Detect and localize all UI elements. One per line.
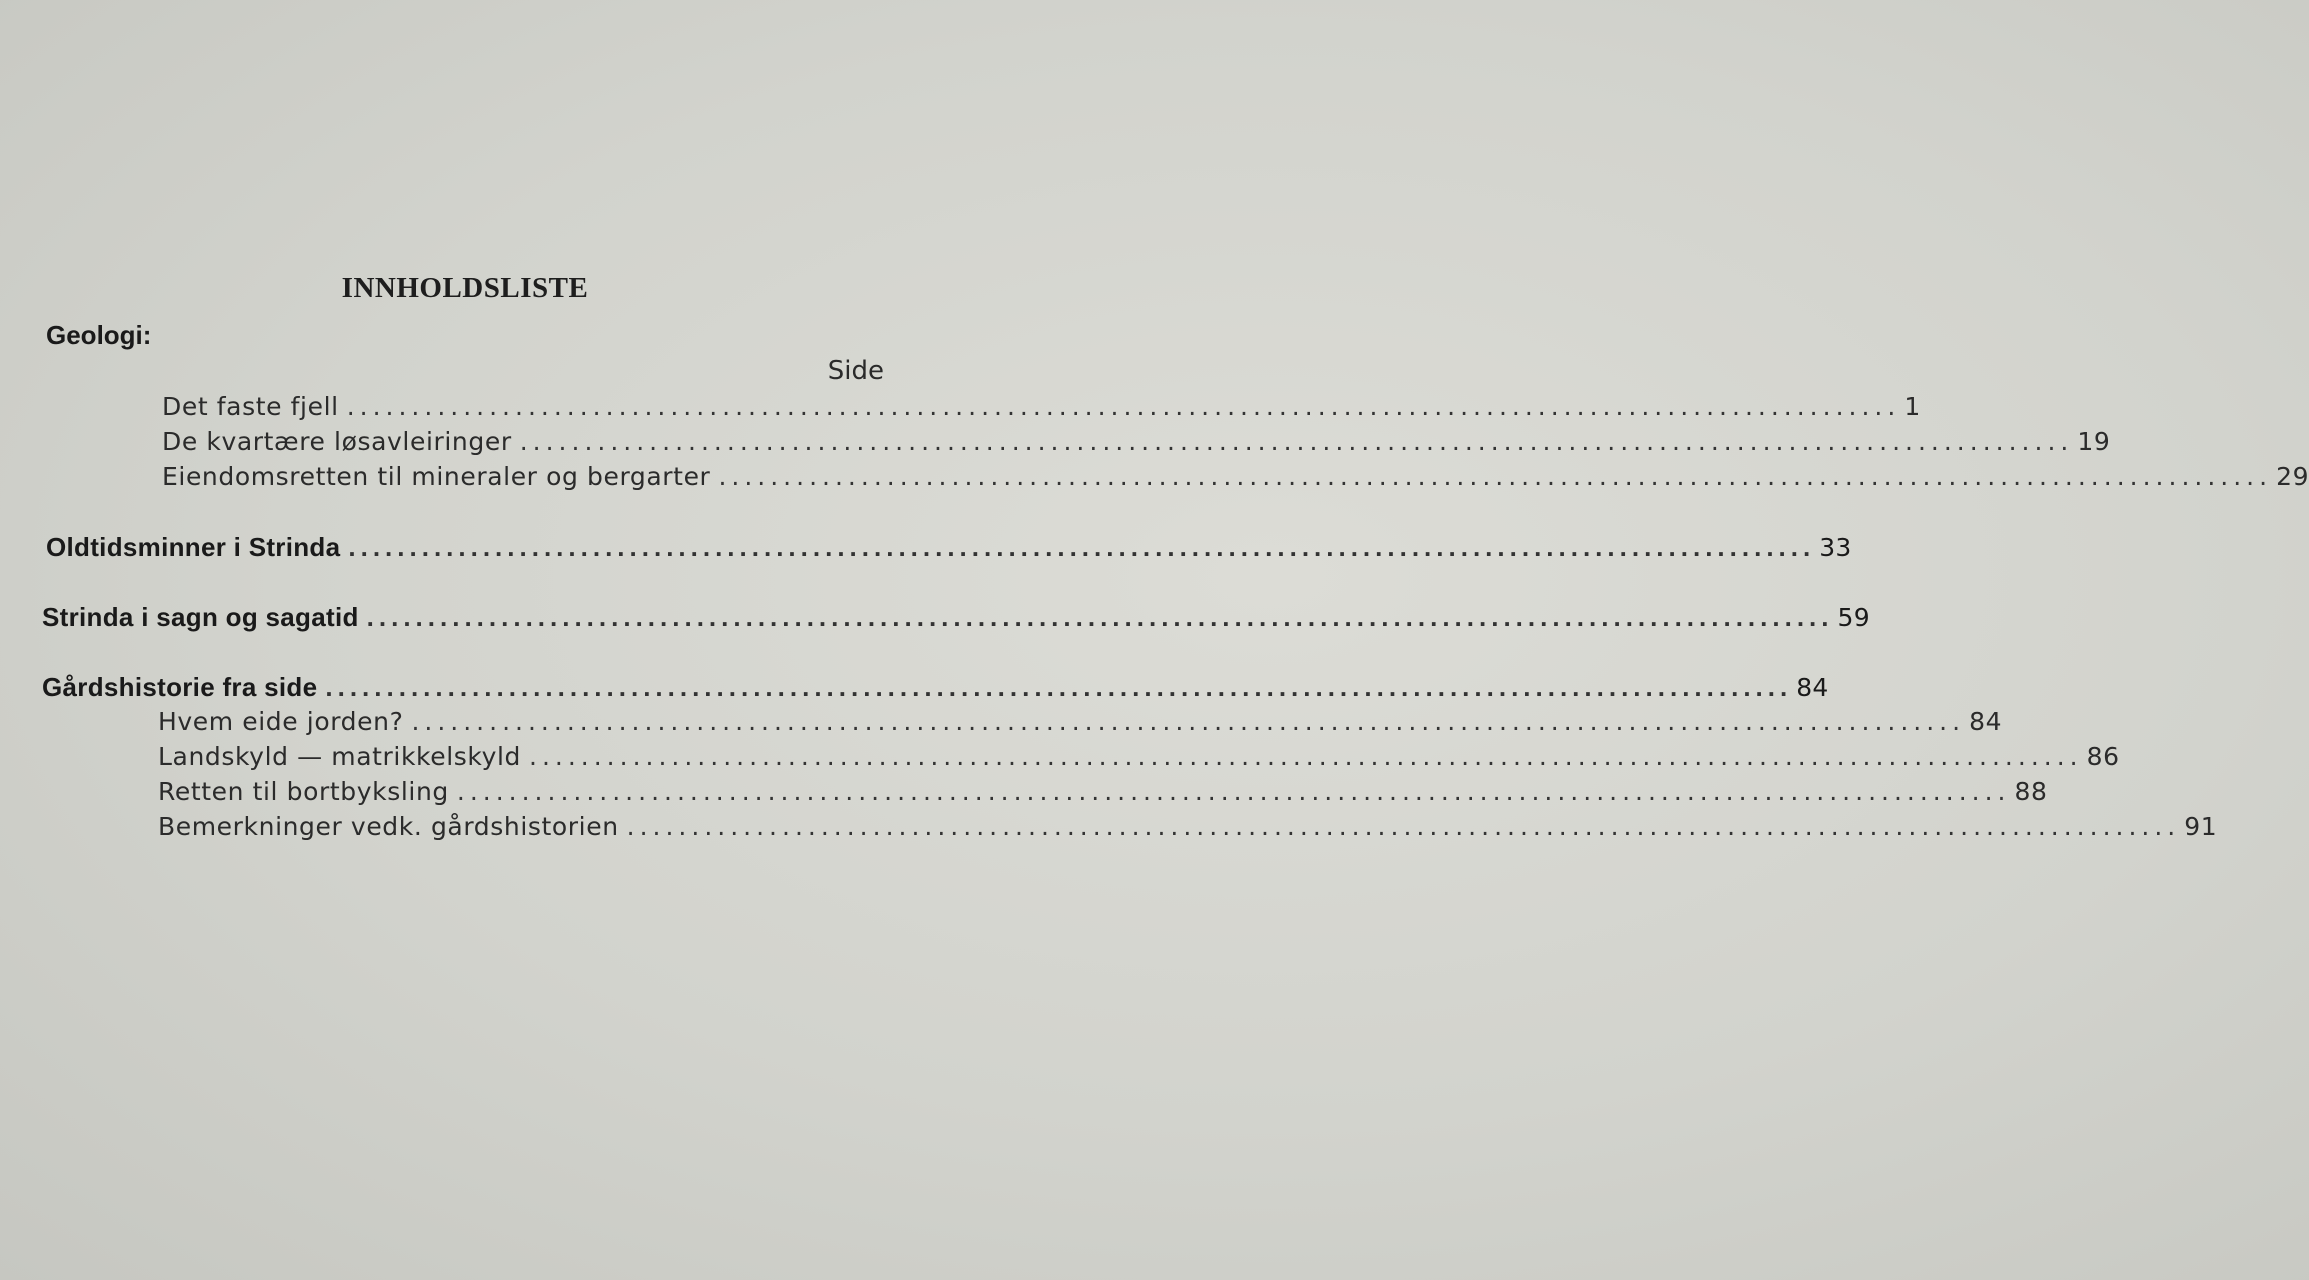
dot-leader: ........................................................................................................................	[346, 392, 1901, 421]
toc-entry-label: Det faste fjell	[162, 392, 339, 421]
toc-entry	[162, 392, 1921, 426]
toc-entry	[158, 777, 2048, 811]
dot-leader: ........................................................................................................................	[519, 427, 2074, 456]
dot-leader: ........................................................................................................................	[366, 602, 1834, 632]
toc-entry	[162, 462, 2309, 496]
toc-entry-label: Retten til bortbyksling	[158, 777, 449, 806]
toc-section-entry	[42, 672, 1829, 706]
toc-entry-label: Oldtidsminner i Strinda	[46, 532, 341, 562]
toc-entry-label: Strinda i sagn og sagatid	[42, 602, 359, 632]
toc-entry-label: Bemerkninger vedk. gårdshistorien	[158, 812, 619, 841]
toc-entry-page: 29	[2276, 462, 2309, 491]
toc-entry-page: 84	[1796, 673, 1829, 702]
dot-leader: ........................................................................................................................	[456, 777, 2011, 806]
toc-entry-label: Gårdshistorie fra side	[42, 672, 318, 702]
dot-leader: ........................................................................................................................	[529, 742, 2083, 771]
dot-leader: ........................................................................................................................	[626, 812, 2181, 841]
dot-leader: ........................................................................................................................	[718, 462, 2273, 491]
page-title: INNHOLDSLISTE	[341, 272, 589, 304]
dot-leader: ........................................................................................................................	[348, 532, 1816, 562]
toc-entry-page: 84	[1969, 707, 2003, 736]
toc-entry-page: 88	[2014, 777, 2048, 806]
toc-entry-page: 59	[1837, 603, 1870, 632]
toc-entry-label: Eiendomsretten til mineraler og bergarter	[162, 462, 711, 491]
toc-entry-page: 1	[1904, 392, 1921, 421]
toc-entry	[158, 707, 2003, 741]
dot-leader: ........................................................................................................................	[325, 672, 1793, 702]
toc-entry-label: Hvem eide jorden?	[158, 707, 404, 736]
section-heading-geologi: Geologi:	[46, 320, 152, 350]
dot-leader: ........................................................................................................................	[411, 707, 1966, 736]
toc-entry-page: 86	[2086, 742, 2120, 771]
toc-entry	[158, 742, 2120, 776]
toc-section-entry	[46, 532, 1852, 566]
toc-section-entry	[42, 602, 1870, 636]
toc-entry	[162, 427, 2111, 461]
toc-entry-page: 19	[2077, 427, 2111, 456]
toc-entry-label: Landskyld — matrikkelskyld	[158, 742, 521, 771]
toc-entry-page: 91	[2184, 812, 2218, 841]
toc-entry-page: 33	[1819, 533, 1852, 562]
side-column-label: Side	[827, 356, 884, 386]
toc-entry-label: De kvartære løsavleiringer	[162, 427, 512, 456]
toc-entry	[158, 812, 2218, 846]
